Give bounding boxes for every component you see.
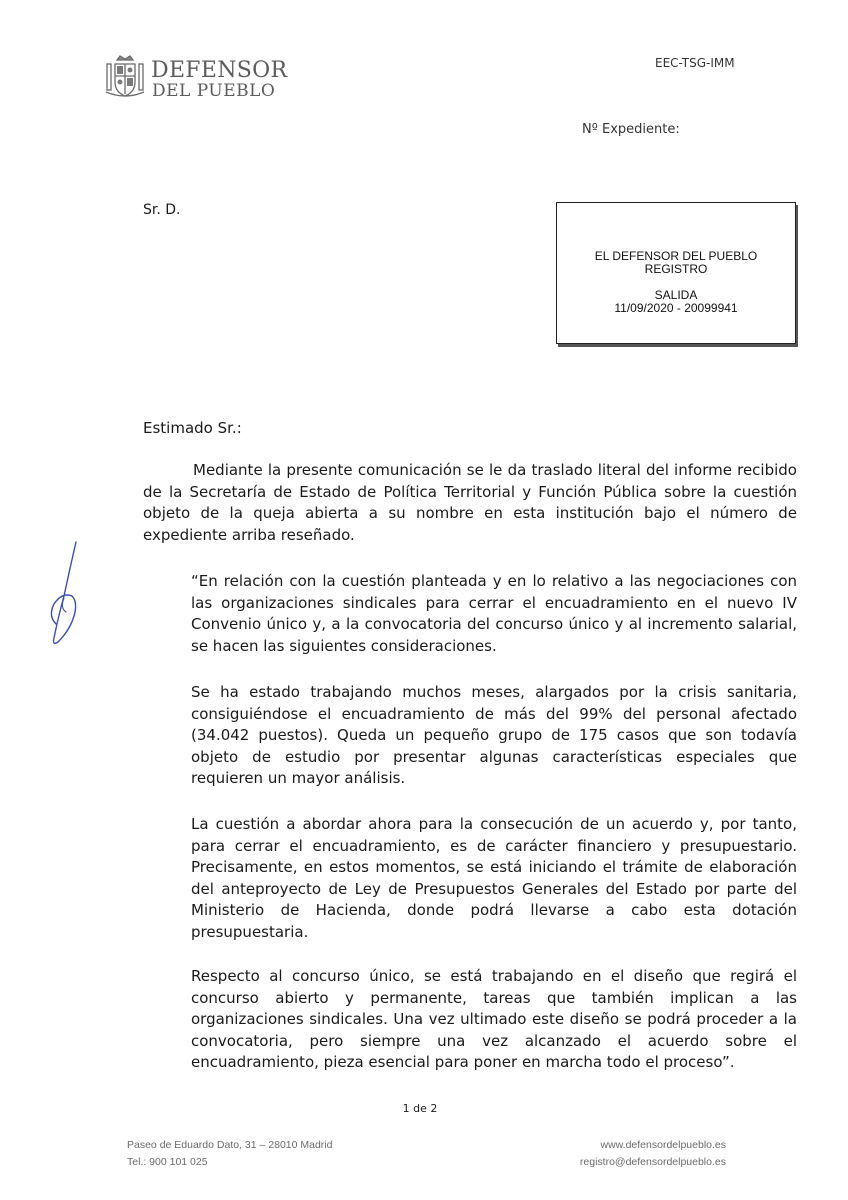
addressee: Sr. D.	[143, 202, 181, 218]
expediente-label: Nº Expediente:	[582, 122, 680, 137]
quoted-paragraph-3: La cuestión a abordar ahora para la consecución de un acuerdo y, por tanto, para cerrar el encuadramiento, es de carácter financiero y presupuestario. Precisamente, en estos momentos, se está iniciando el trámite de elaboración del anteproyecto de Ley de Presupuestos Generales del Estado por parte del Ministerio de Hacienda, donde podrá llevarse a cabo esta dotación presupuestaria.	[191, 815, 797, 941]
footer-phone: Tel.: 900 101 025	[127, 1156, 208, 1168]
stamp-line-registry: REGISTRO	[644, 262, 708, 276]
handwritten-signature	[36, 538, 106, 650]
quoted-paragraph-4: Respecto al concurso único, se está trabajando en el diseño que regirá el concurso abierto y permanente, tareas que también implican a las organizaciones sindicales. Una vez ultimado este diseño se podrá proceder a la convocatoria, pero siempre una vez alcanzado el acuerdo sobre el encuadramiento, pieza esencial para poner en marcha todo el proceso”.	[191, 967, 797, 1071]
stamp-line-date-number: 11/09/2020 - 20099941	[614, 301, 738, 315]
footer-email-link[interactable]: registro@defensordelpueblo.es	[579, 1156, 726, 1168]
stamp-line-exit: SALIDA	[654, 288, 698, 302]
registry-stamp	[556, 202, 796, 344]
greeting: Estimado Sr.:	[143, 419, 242, 437]
page-number: 1 de 2	[402, 1102, 438, 1115]
logo-line-2: DEL PUEBLO	[152, 81, 276, 101]
institution-logo	[104, 52, 288, 104]
stamp-line-institution: EL DEFENSOR DEL PUEBLO	[594, 249, 758, 263]
logo-line-1: DEFENSOR	[151, 58, 288, 83]
reference-code: EEC-TSG-IMM	[655, 56, 735, 70]
coat-of-arms-icon	[104, 54, 146, 100]
paragraph-intro: Mediante la presente comunicación se le da traslado literal del informe recibido de la Secretaría de Estado de Política Territorial y Función Pública sobre la cuestión objeto de la queja abierta a su nombre en esta institución bajo el número de expediente arriba reseñado.	[143, 461, 797, 544]
quoted-paragraph-1: “En relación con la cuestión planteada y en lo relativo a las negociaciones con las organizaciones sindicales para cerrar el encuadramiento en el nuevo IV Convenio único y, a la convocatoria del concurso único y al incremento salarial, se hacen las siguientes consideraciones.	[191, 572, 797, 655]
footer-website-link[interactable]: www.defensordelpueblo.es	[600, 1139, 726, 1151]
quoted-paragraph-2: Se ha estado trabajando muchos meses, alargados por la crisis sanitaria, consiguiéndose el encuadramiento de más del 99% del personal afectado (34.042 puestos). Queda un pequeño grupo de 175 casos que son todavía objeto de estudio por presentar algunas características especiales que requieren un mayor análisis.	[191, 683, 797, 787]
footer-address: Paseo de Eduardo Dato, 31 – 28010 Madrid	[127, 1139, 333, 1151]
